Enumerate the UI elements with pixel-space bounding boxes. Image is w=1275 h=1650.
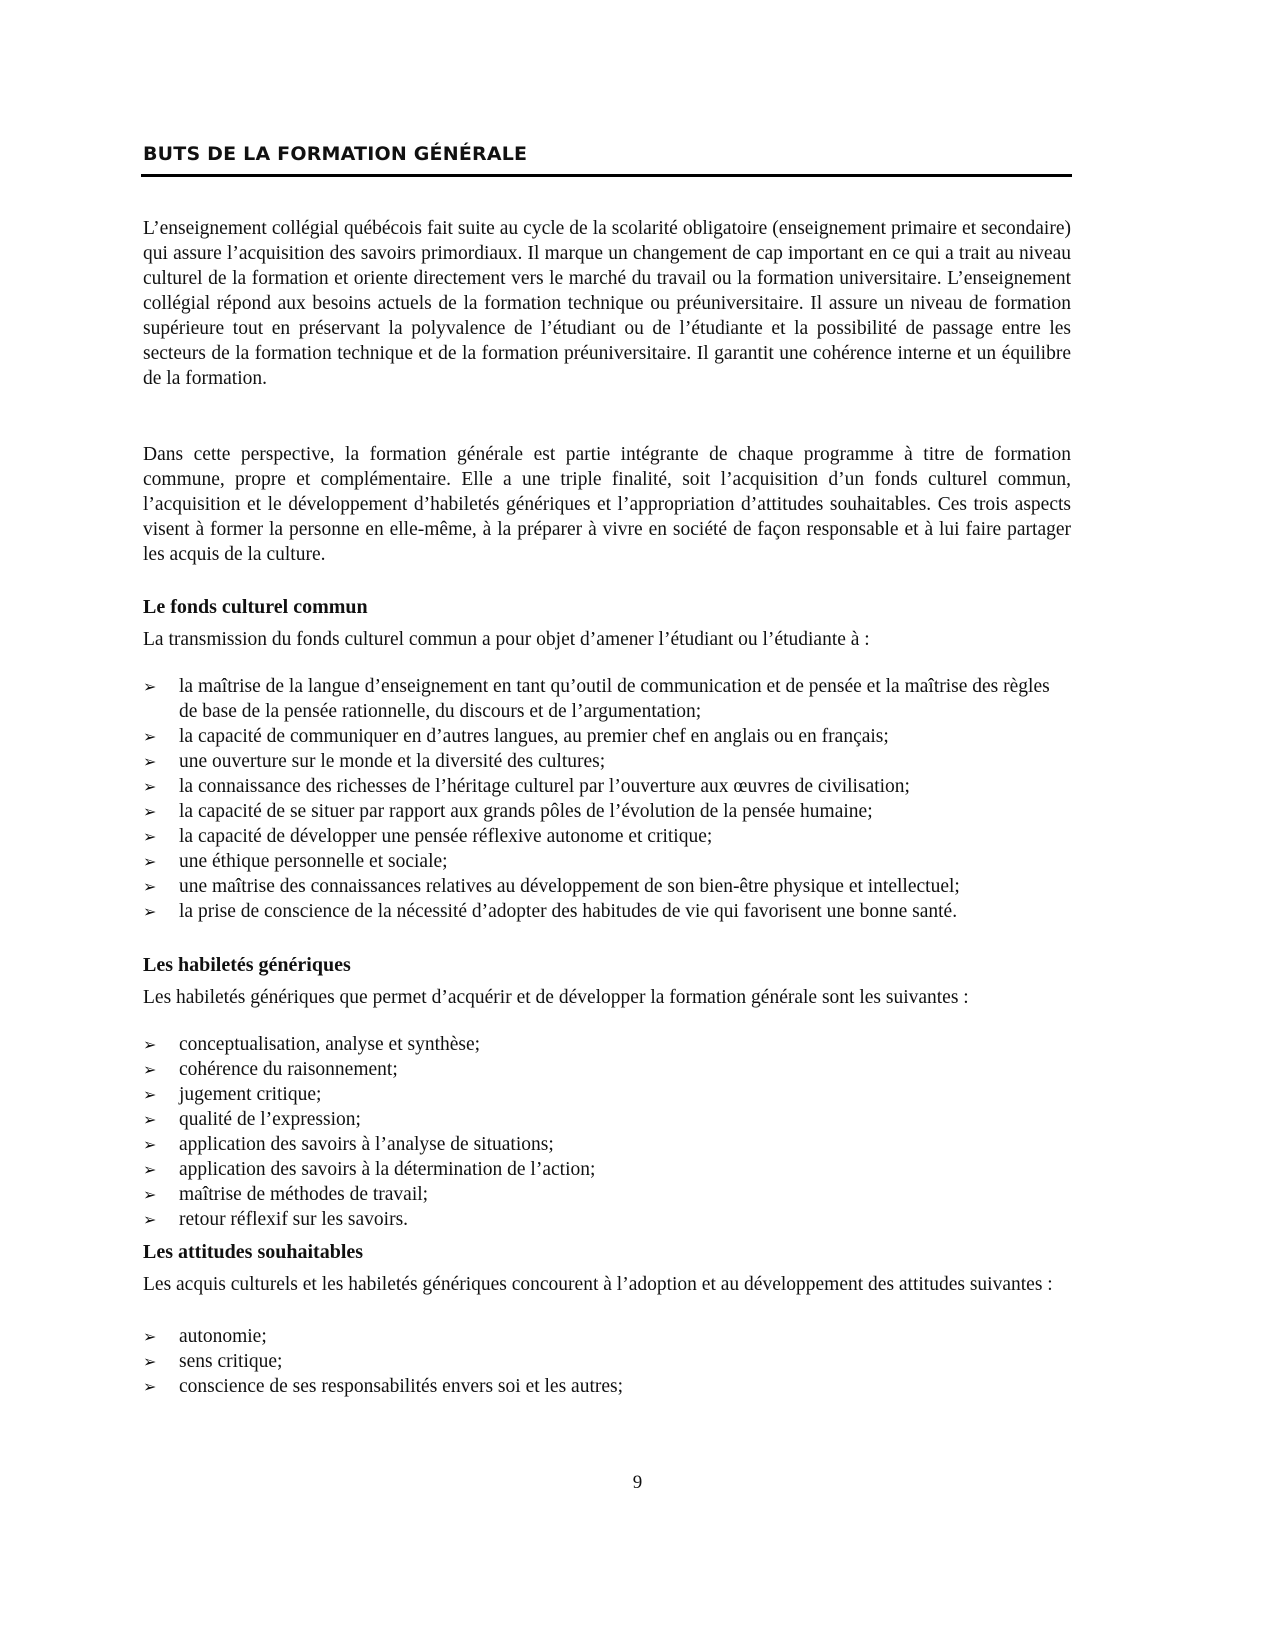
paragraph: Dans cette perspective, la formation générale est partie intégrante de chaque programme à titre de formation commune, propre et complémentaire. Elle a une triple finalité, soit l’acquisition d’un fonds culturel commun, l’acquisition et le développement d’habiletés génériques et l’appropriation d’attitudes souhaitables. Ces trois aspects visent à former la personne en elle-même, à la préparer à vivre en société de façon responsable et à lui faire partager les acquis de la culture. — [143, 444, 1071, 565]
section-heading: Le fonds culturel commun — [143, 596, 368, 618]
list-item — [143, 874, 1071, 899]
list-item — [143, 899, 1071, 924]
arrow-bullet-icon: ➢ — [143, 1377, 157, 1396]
section-intro: Les acquis culturels et les habiletés génériques concourent à l’adoption et au développement des attitudes suivantes : — [143, 1274, 1053, 1295]
bullet-list — [143, 1324, 1071, 1399]
list-item-text: application des savoirs à l’analyse de situations; — [179, 1134, 554, 1155]
list-item — [143, 1107, 1071, 1132]
list-item — [143, 1132, 1071, 1157]
list-item-text: la capacité de communiquer en d’autres langues, au premier chef en anglais ou en français; — [179, 726, 889, 747]
arrow-bullet-icon: ➢ — [143, 827, 157, 846]
list-item — [143, 749, 1071, 774]
arrow-bullet-icon: ➢ — [143, 902, 157, 921]
arrow-bullet-icon: ➢ — [143, 1135, 157, 1154]
list-item — [143, 1207, 1071, 1232]
arrow-bullet-icon: ➢ — [143, 727, 157, 746]
paragraph: L’enseignement collégial québécois fait suite au cycle de la scolarité obligatoire (enseignement primaire et secondaire) qui assure l’acquisition des savoirs primordiaux. Il marque un changement de cap important en ce qui a trait au niveau culturel de la formation et oriente directement vers le marché du travail ou la formation universitaire. L’enseignement collégial répond aux besoins actuels de la formation technique ou préuniversitaire. Il assure un niveau de formation supérieure tout en préservant la polyvalence de l’étudiant ou de l’étudiante et la possibilité de passage entre les secteurs de la formation technique et de la formation préuniversitaire. Il garantit une cohérence interne et un équilibre de la formation. — [143, 218, 1071, 389]
arrow-bullet-icon: ➢ — [143, 1327, 157, 1346]
list-item-text: conscience de ses responsabilités envers soi et les autres; — [179, 1376, 624, 1397]
list-item-text: cohérence du raisonnement; — [179, 1059, 398, 1080]
list-item — [143, 674, 1071, 724]
arrow-bullet-icon: ➢ — [143, 752, 157, 771]
list-item-text: une éthique personnelle et sociale; — [179, 851, 448, 872]
list-item — [143, 1349, 1071, 1374]
list-item-text: la capacité de développer une pensée réflexive autonome et critique; — [179, 826, 713, 847]
arrow-bullet-icon: ➢ — [143, 777, 157, 796]
arrow-bullet-icon: ➢ — [143, 1352, 157, 1371]
list-item — [143, 799, 1071, 824]
list-item — [143, 849, 1071, 874]
section-fonds-culturel — [143, 595, 1071, 924]
intro-paragraph-1 — [143, 216, 1071, 391]
list-item-text: sens critique; — [179, 1351, 283, 1372]
list-item-text: la maîtrise de la langue d’enseignement en tant qu’outil de communication et de pensée et la maîtrise des règles de base de la pensée rationnelle, du discours et de l’argumentation; — [179, 676, 1050, 722]
arrow-bullet-icon: ➢ — [143, 1210, 157, 1229]
arrow-bullet-icon: ➢ — [143, 1110, 157, 1129]
list-item-text: autonomie; — [179, 1326, 267, 1347]
list-item-text: qualité de l’expression; — [179, 1109, 361, 1130]
arrow-bullet-icon: ➢ — [143, 1085, 157, 1104]
bullet-list — [143, 1032, 1071, 1232]
arrow-bullet-icon: ➢ — [143, 1035, 157, 1054]
title-rule — [141, 174, 1072, 177]
section-intro: Les habiletés génériques que permet d’acquérir et de développer la formation générale sont les suivantes : — [143, 987, 969, 1008]
section-heading: Les attitudes souhaitables — [143, 1241, 364, 1263]
section-heading: Les habiletés génériques — [143, 954, 351, 976]
arrow-bullet-icon: ➢ — [143, 1185, 157, 1204]
bullet-list — [143, 674, 1071, 924]
arrow-bullet-icon: ➢ — [143, 677, 157, 696]
arrow-bullet-icon: ➢ — [143, 877, 157, 896]
list-item — [143, 1324, 1071, 1349]
list-item — [143, 1374, 1071, 1399]
list-item — [143, 1057, 1071, 1082]
list-item — [143, 824, 1071, 849]
list-item — [143, 724, 1071, 749]
list-item — [143, 1157, 1071, 1182]
list-item-text: retour réflexif sur les savoirs. — [179, 1209, 409, 1230]
arrow-bullet-icon: ➢ — [143, 852, 157, 871]
arrow-bullet-icon: ➢ — [143, 1160, 157, 1179]
list-item — [143, 1182, 1071, 1207]
list-item-text: maîtrise de méthodes de travail; — [179, 1184, 429, 1205]
list-item-text: jugement critique; — [179, 1084, 322, 1105]
list-item-text: la capacité de se situer par rapport aux grands pôles de l’évolution de la pensée humaine; — [179, 801, 873, 822]
list-item-text: la connaissance des richesses de l’héritage culturel par l’ouverture aux œuvres de civilisation; — [179, 776, 910, 797]
list-item — [143, 1032, 1071, 1057]
list-item — [143, 1082, 1071, 1107]
list-item-text: une maîtrise des connaissances relatives au développement de son bien-être physique et intellectuel; — [179, 876, 960, 897]
page-number: 9 — [632, 1472, 643, 1493]
arrow-bullet-icon: ➢ — [143, 802, 157, 821]
intro-paragraph-2 — [143, 442, 1071, 567]
list-item-text: conceptualisation, analyse et synthèse; — [179, 1034, 481, 1055]
list-item — [143, 774, 1071, 799]
list-item-text: la prise de conscience de la nécessité d’adopter des habitudes de vie qui favorisent une bonne santé. — [179, 901, 958, 922]
section-habiletes — [143, 953, 1071, 1232]
list-item-text: application des savoirs à la détermination de l’action; — [179, 1159, 596, 1180]
arrow-bullet-icon: ➢ — [143, 1060, 157, 1079]
section-attitudes — [143, 1240, 1071, 1399]
list-item-text: une ouverture sur le monde et la diversité des cultures; — [179, 751, 606, 772]
page-title: BUTS DE LA FORMATION GÉNÉRALE — [143, 143, 528, 165]
section-intro: La transmission du fonds culturel commun a pour objet d’amener l’étudiant ou l’étudiante à : — [143, 629, 870, 650]
